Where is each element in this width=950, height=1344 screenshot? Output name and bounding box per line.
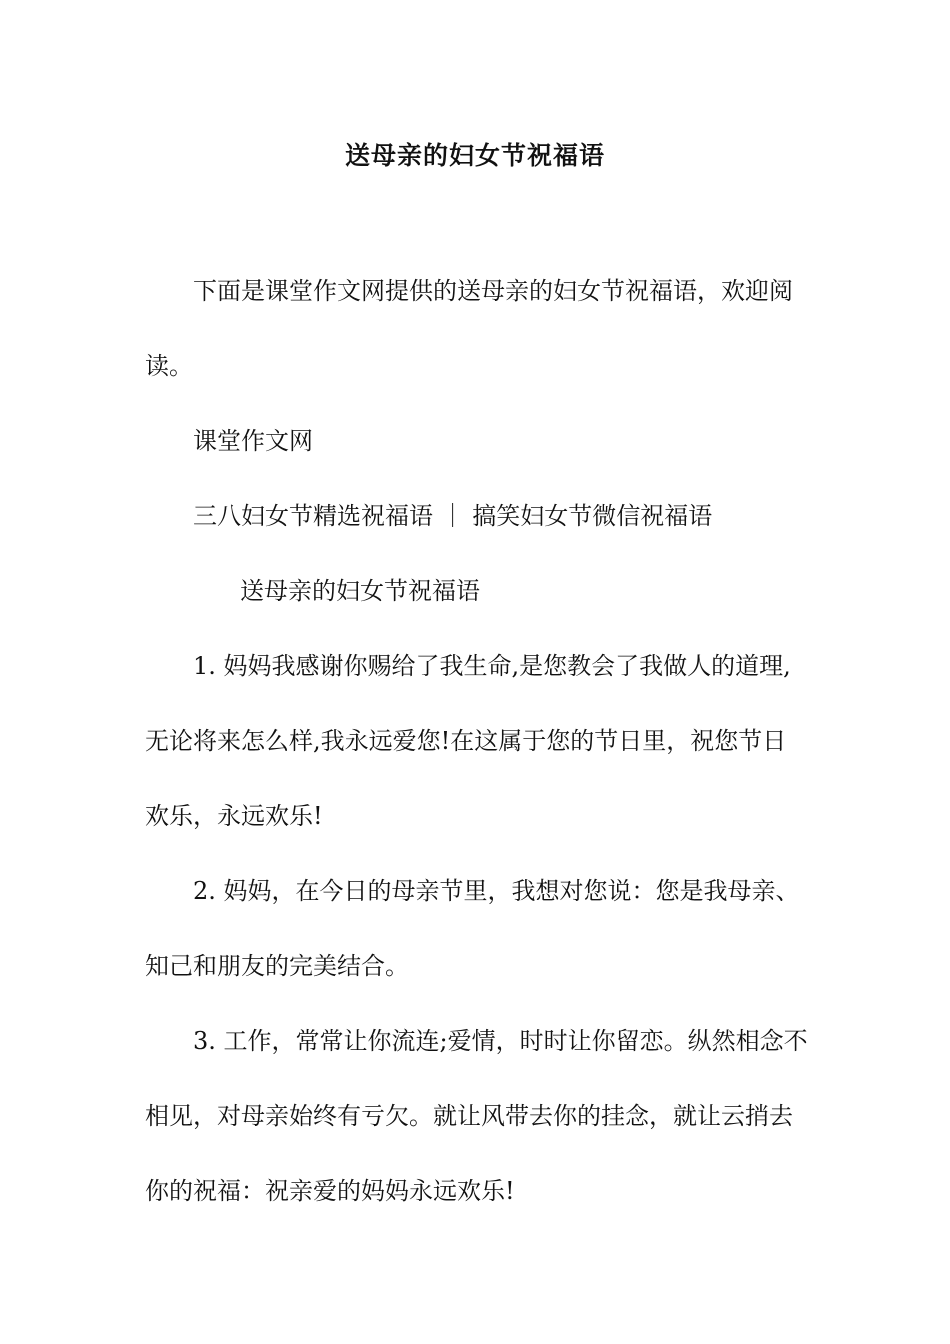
blessing-item-1: 1. 妈妈我感谢你赐给了我生命,是您教会了我做人的道理,无论将来怎么样,我永远爱您!在这属于您的节日里，祝您节日欢乐，永远欢乐!: [145, 652, 791, 830]
document-title: 送母亲的妇女节祝福语: [344, 141, 605, 170]
intro-paragraph: 下面是课堂作文网提供的送母亲的妇女节祝福语，欢迎阅读。: [145, 277, 793, 380]
section-heading: 送母亲的妇女节祝福语: [240, 577, 480, 605]
site-name-line: 课堂作文网: [193, 427, 313, 455]
blessing-item-3: 3. 工作，常常让你流连;爱情，时时让你留恋。纵然相念不相见，对母亲始终有亏欠。就让风带去你的挂念，就让云捎去你的祝福：祝亲爱的妈妈永远欢乐!: [145, 1027, 808, 1205]
document-body: [145, 254, 810, 1229]
blessing-item-2: 2. 妈妈，在今日的母亲节里，我想对您说：您是我母亲、知己和朋友的完美结合。: [145, 877, 800, 980]
related-links-line: 三八妇女节精选祝福语 ｜ 搞笑妇女节微信祝福语: [193, 502, 713, 530]
